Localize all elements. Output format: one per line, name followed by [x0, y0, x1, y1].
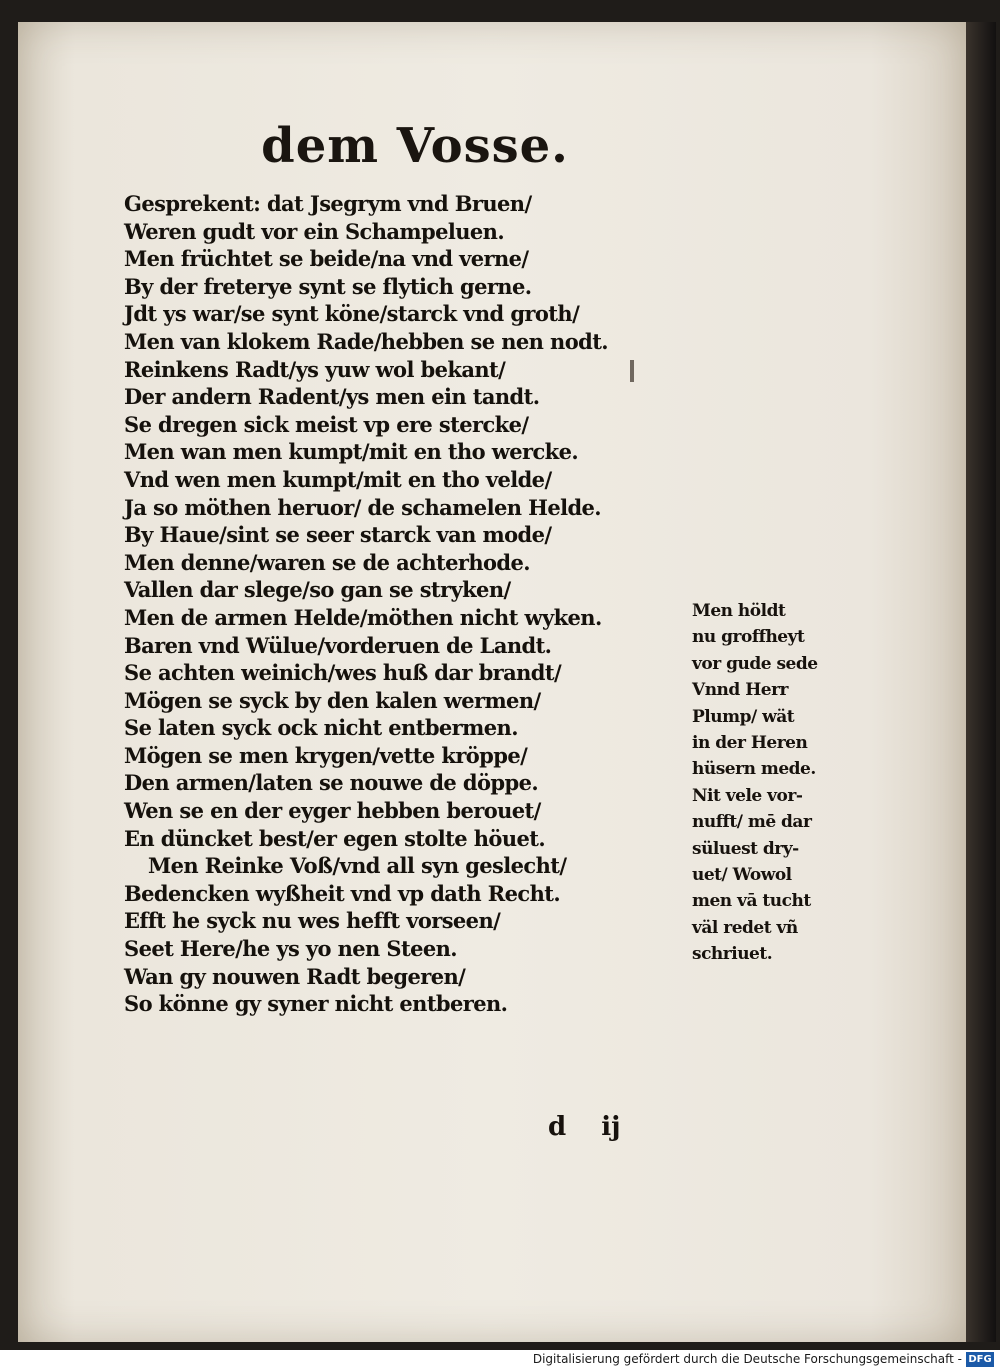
verse-line: Seet Here/he ys yo nen Steen.	[124, 936, 457, 962]
gloss-line: nu groffheyt	[692, 627, 805, 648]
gloss-line: väl redet vñ	[692, 917, 798, 938]
gloss-line: vor gude sede	[692, 653, 818, 674]
marginal-gloss	[692, 598, 842, 967]
verse-line: Mögen se syck by den kalen wermen/	[124, 687, 541, 713]
verse-line: Se dregen sick meist vp ere stercke/	[124, 411, 529, 437]
verse-line: En düncket best/er egen stolte höuet.	[124, 825, 546, 851]
gloss-line: süluest dry-	[692, 838, 799, 859]
verse-line: Wen se en der eyger hebben berouet/	[124, 798, 541, 824]
verse-line: Se laten syck ock nicht entbermen.	[124, 715, 518, 741]
verse-line: So könne gy syner nicht entberen.	[124, 991, 508, 1017]
verse-line: Men früchtet se beide/na vnd verne/	[124, 246, 529, 272]
verse-line: Weren gudt vor ein Schampeluen.	[124, 218, 505, 244]
funding-credit: Digitalisierung gefördert durch die Deutsche Forschungsgemeinschaft -	[532, 1352, 962, 1366]
page-edge	[966, 22, 996, 1342]
verse-line: Bedencken wyßheit vnd vp dath Recht.	[124, 880, 561, 906]
verse-text	[124, 190, 664, 1018]
dfg-logo-icon: DFG	[966, 1352, 994, 1367]
verse-line: Vnd wen men kumpt/mit en tho velde/	[124, 466, 552, 492]
gloss-line: Plump/ wät	[692, 706, 795, 727]
gloss-line: uet/ Wowol	[692, 864, 792, 885]
verse-line: By der freterye synt se flytich gerne.	[124, 273, 532, 299]
verse-line: Reinkens Radt/ys yuw wol bekant/	[124, 356, 506, 382]
verse-line: Ja so möthen heruor/ de schamelen Helde.	[124, 494, 602, 520]
gloss-line: schriuet.	[692, 944, 773, 965]
verse-line: Gesprekent: dat Jsegrym vnd Bruen/	[124, 191, 532, 216]
verse-line: Men denne/waren se de achterhode.	[124, 549, 530, 575]
verse-line: Wan gy nouwen Radt begeren/	[124, 963, 466, 989]
verse-line: Jdt ys war/se synt köne/starck vnd groth/	[124, 301, 580, 327]
verse-line: Men de armen Helde/möthen nicht wyken.	[124, 604, 602, 630]
verse-line: Vallen dar slege/so gan se stryken/	[124, 577, 511, 603]
verse-line: Men wan men kumpt/mit en tho wercke.	[124, 439, 579, 465]
verse-line: By Haue/sint se seer starck van mode/	[124, 522, 552, 548]
verse-line: Men Reinke Voß/vnd all syn geslecht/	[148, 853, 567, 879]
running-header: dem Vosse.	[261, 118, 569, 174]
verse-line: Se achten weinich/wes huß dar brandt/	[124, 660, 562, 686]
gloss-line: Men höldt	[692, 601, 786, 621]
verse-line: Efft he syck nu wes hefft vorseen/	[124, 908, 501, 934]
gloss-line: Vnnd Herr	[692, 680, 789, 701]
gloss-line: nufft/ mē dar	[692, 812, 812, 833]
gloss-line: Nit vele vor-	[692, 785, 803, 806]
signature-mark: d ij	[548, 1112, 621, 1142]
verse-line: Der andern Radent/ys men ein tandt.	[124, 384, 540, 410]
verse-line: Men van klokem Rade/hebben se nen nodt.	[124, 328, 609, 354]
gloss-line: in der Heren	[692, 732, 808, 753]
verse-line: Mögen se men krygen/vette kröppe/	[124, 742, 528, 768]
verse-line: Den armen/laten se nouwe de döppe.	[124, 770, 539, 796]
gloss-line: hüsern mede.	[692, 759, 816, 780]
verse-line: Baren vnd Wülue/vorderuen de Landt.	[124, 632, 552, 658]
gloss-line: men vā tucht	[692, 891, 811, 912]
